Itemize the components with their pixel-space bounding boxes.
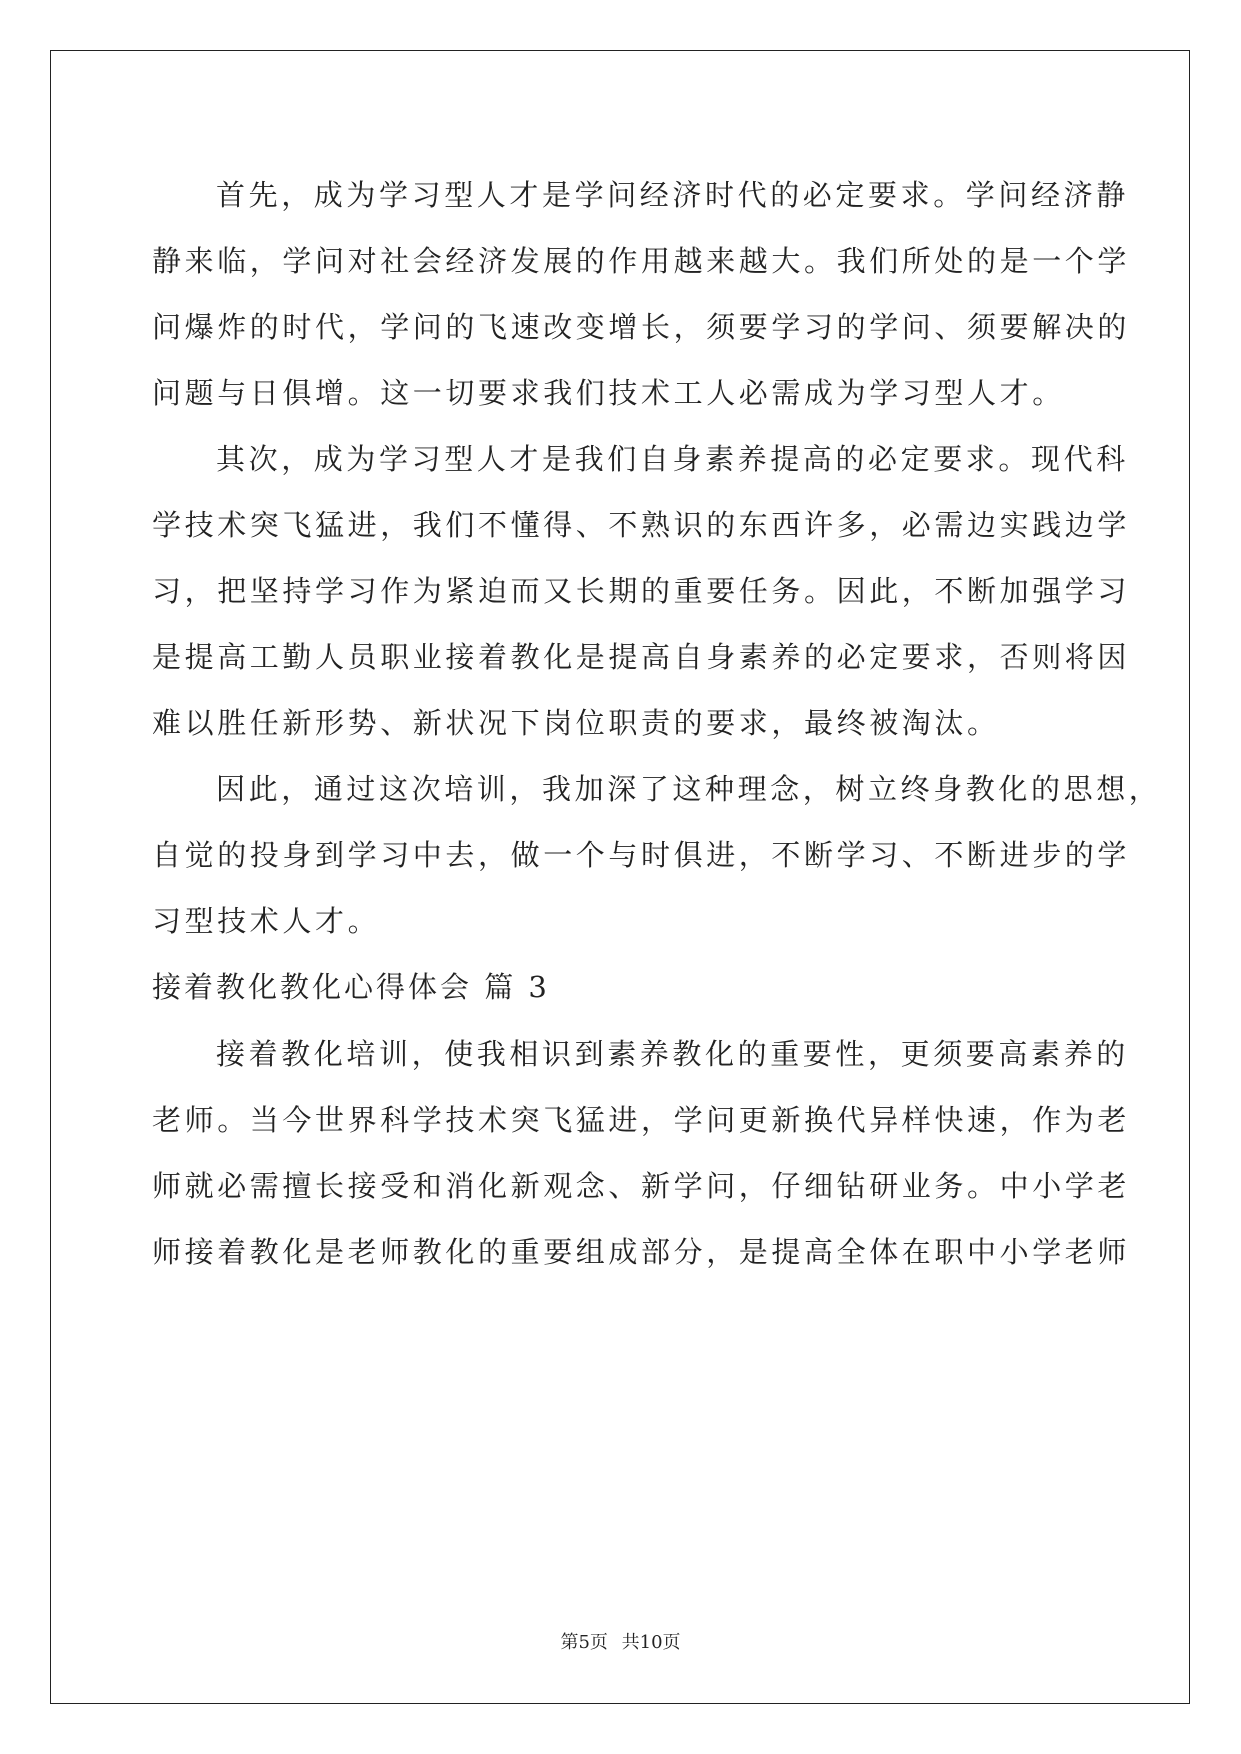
document-body xyxy=(152,162,1162,1285)
text-line: 是提高工勤人员职业接着教化是提高自身素养的必定要求，否则将因 xyxy=(152,640,1131,674)
paragraph-1 xyxy=(152,162,1131,426)
text-line: 学技术突飞猛进，我们不懂得、不熟识的东西许多，必需边实践边学 xyxy=(152,508,1131,542)
section-heading: 接着教化教化心得体会 篇 3 xyxy=(152,970,550,1004)
text-line: 习型技术人才。 xyxy=(152,904,381,938)
text-line: 难以胜任新形势、新状况下岗位职责的要求，最终被淘汰。 xyxy=(152,706,1000,740)
paragraph-2 xyxy=(152,426,1131,756)
text-line: 因此，通过这次培训，我加深了这种理念，树立终身教化的思想， xyxy=(216,772,1162,806)
text-line: 师接着教化是老师教化的重要组成部分，是提高全体在职中小学老师 xyxy=(152,1235,1131,1269)
page-total: 共10页 xyxy=(621,1632,681,1653)
text-line: 问爆炸的时代，学问的飞速改变增长，须要学习的学问、须要解决的 xyxy=(152,310,1131,344)
text-line: 自觉的投身到学习中去，做一个与时俱进，不断学习、不断进步的学 xyxy=(152,838,1131,872)
text-line: 老师。当今世界科学技术突飞猛进，学问更新换代异样快速，作为老 xyxy=(152,1103,1131,1137)
page-number: 第5页 xyxy=(560,1632,608,1653)
text-line: 习，把坚持学习作为紧迫而又长期的重要任务。因此，不断加强学习 xyxy=(152,574,1131,608)
text-line: 首先，成为学习型人才是学问经济时代的必定要求。学问经济静 xyxy=(216,178,1129,212)
text-line: 问题与日俱增。这一切要求我们技术工人必需成为学习型人才。 xyxy=(152,376,1065,410)
text-line: 接着教化培训，使我相识到素养教化的重要性，更须要高素养的 xyxy=(216,1037,1129,1071)
text-line: 其次，成为学习型人才是我们自身素养提高的必定要求。现代科 xyxy=(216,442,1129,476)
page-footer xyxy=(0,1628,1241,1654)
text-line: 静来临，学问对社会经济发展的作用越来越大。我们所处的是一个学 xyxy=(152,244,1131,278)
text-line: 师就必需擅长接受和消化新观念、新学问，仔细钻研业务。中小学老 xyxy=(152,1169,1131,1203)
paragraph-4 xyxy=(152,1021,1131,1285)
paragraph-3 xyxy=(152,756,1162,954)
